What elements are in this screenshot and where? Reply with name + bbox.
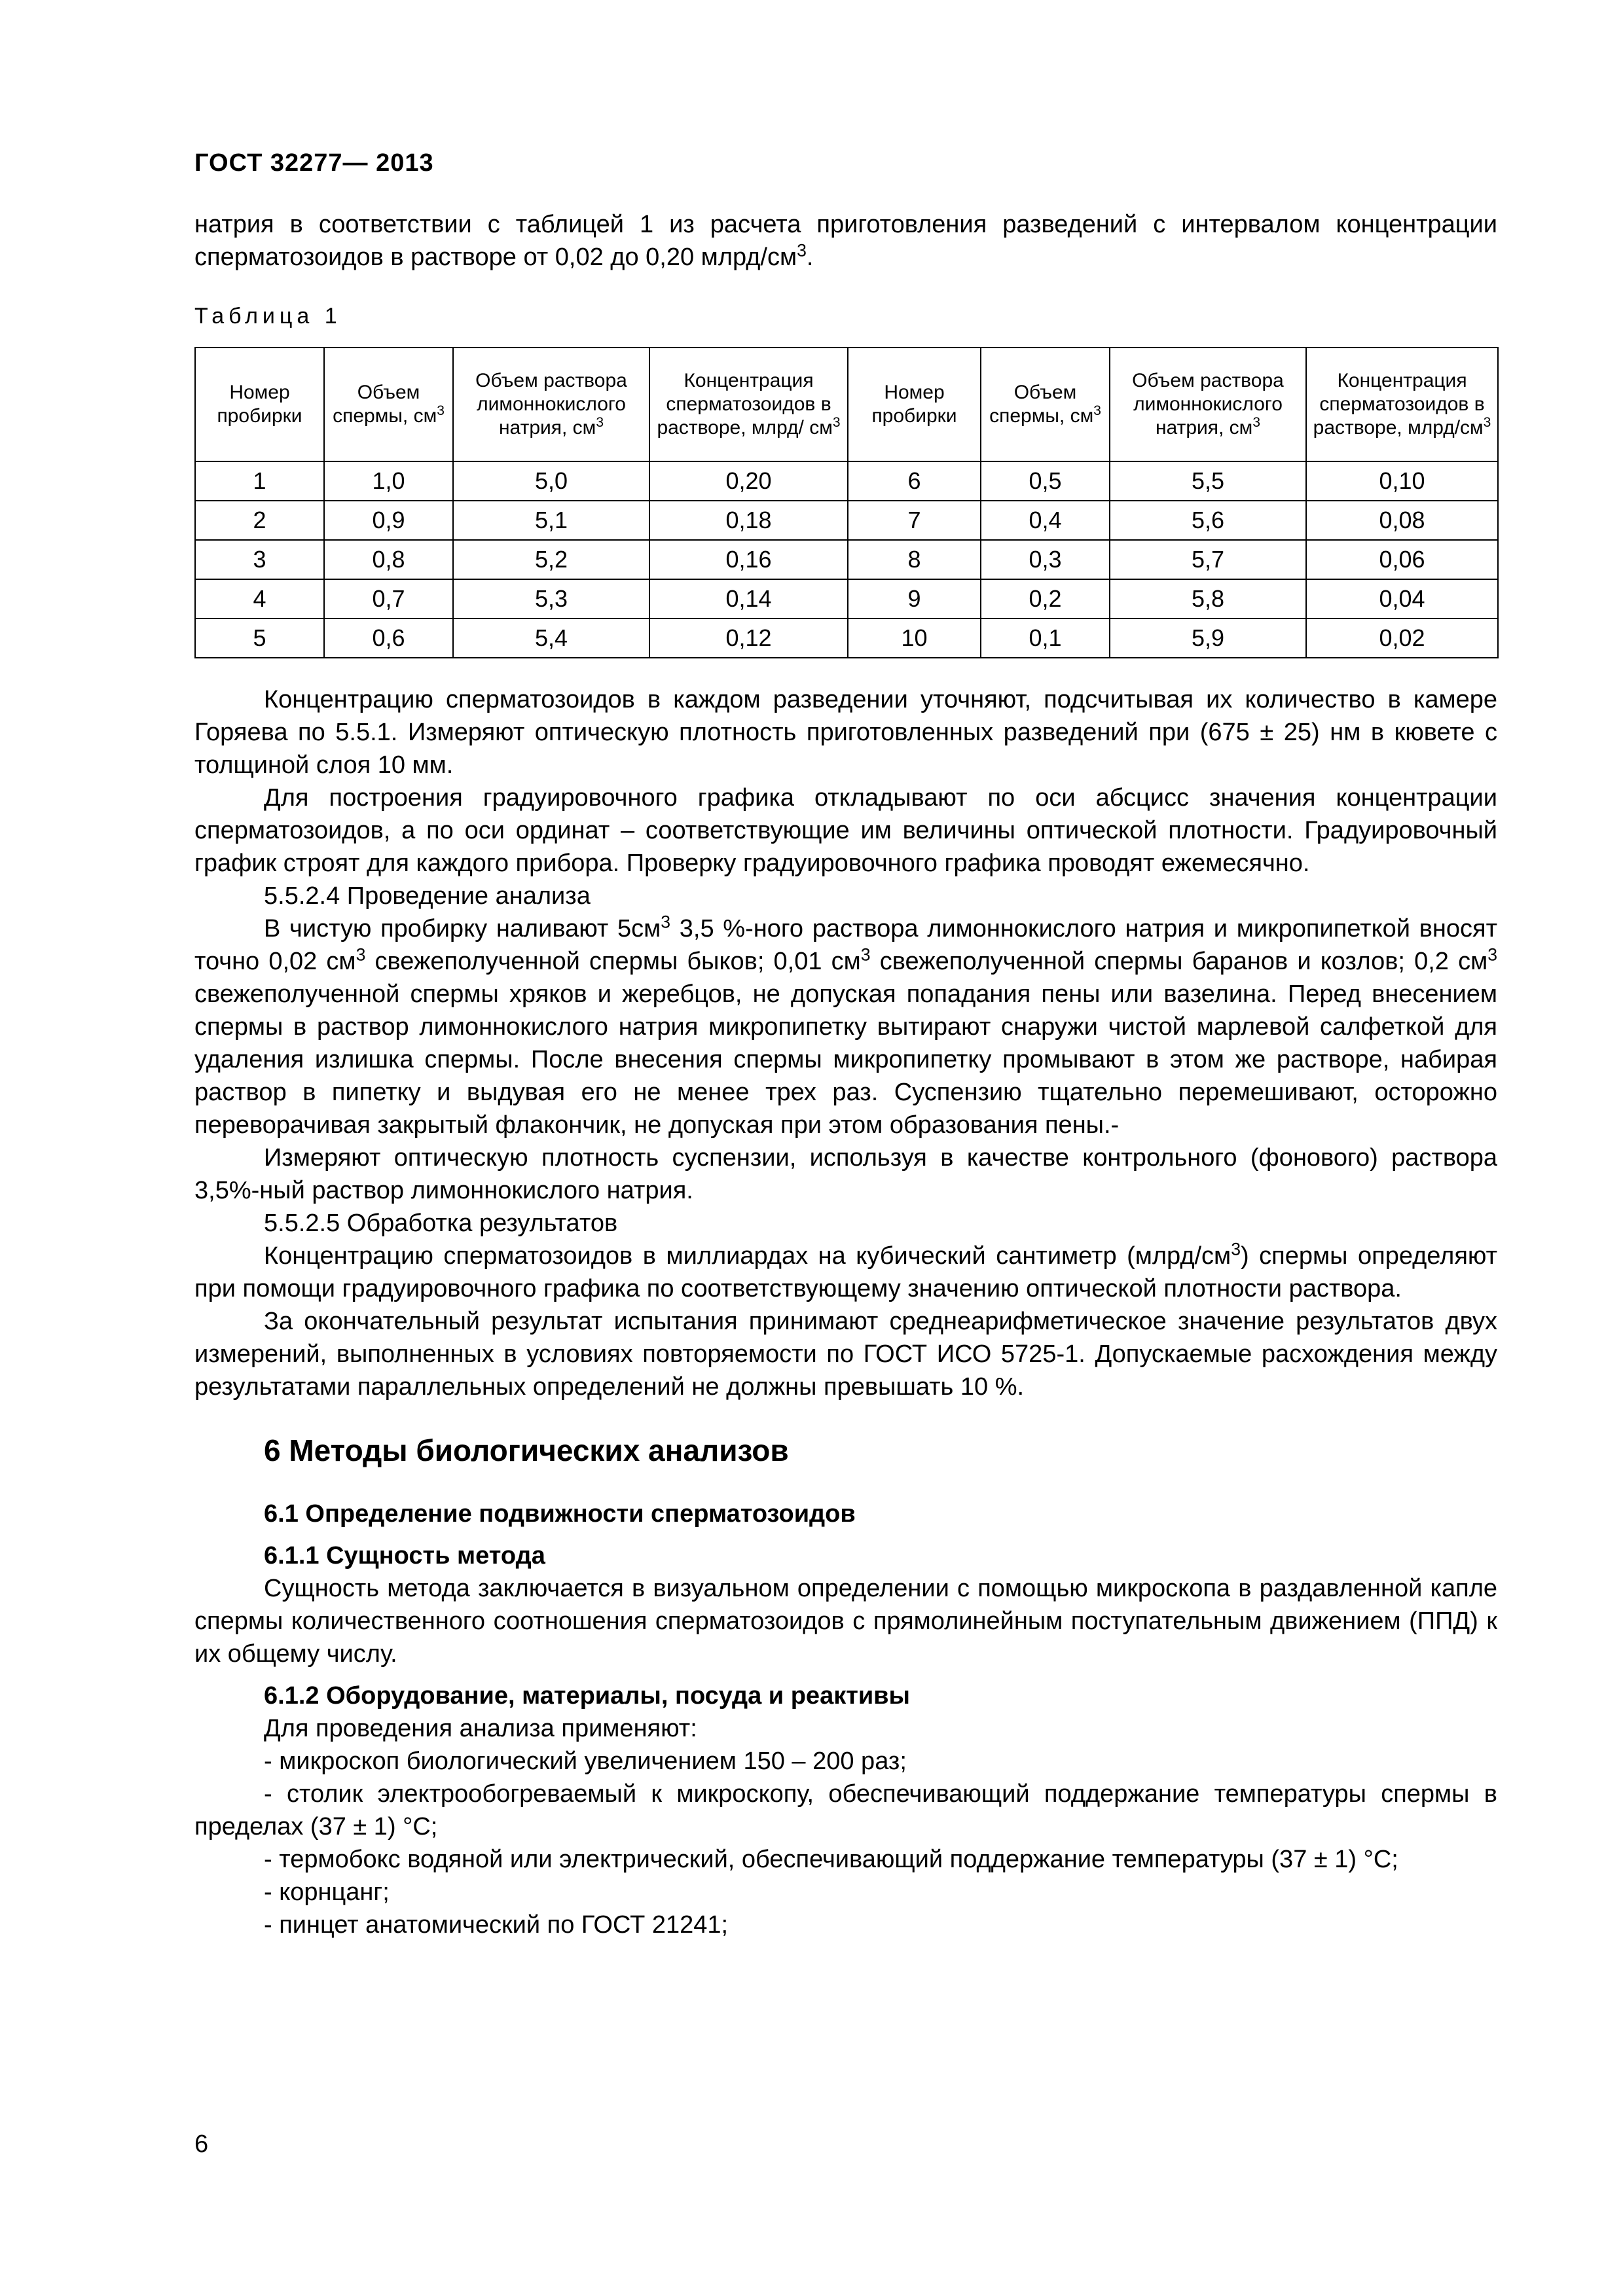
text-run: Объем спермы, см	[989, 382, 1094, 427]
text-run: - микроскоп биологический увеличением 150 – 200 раз;	[264, 1748, 907, 1775]
data-table	[194, 347, 1499, 658]
table-header-row	[195, 348, 1498, 461]
page-content	[194, 208, 1497, 1941]
table-cell: 5,6	[1110, 501, 1306, 540]
superscript: 3	[1487, 944, 1497, 965]
text-run: - термобокс водяной или электрический, обеспечивающий поддержание температуры (37 ± 1) °С;	[264, 1846, 1398, 1873]
table-header-cell	[453, 348, 649, 461]
table-header-cell	[1306, 348, 1498, 461]
page-number: 6	[194, 2130, 209, 2158]
table-cell: 0,10	[1306, 461, 1498, 501]
table-cell: 5,1	[453, 501, 649, 540]
table-cell: 0,7	[324, 579, 453, 619]
document-header: ГОСТ 32277— 2013	[194, 149, 434, 177]
text-run: Для построения градуировочного графика откладывают по оси абсцисс значения концентрации сперматозоидов, а по оси ординат – соответствующие им величины оптической плотности. Градуировочный график строят для каждого прибора. Проверку градуировочного графика проводят ежемесячно.	[194, 784, 1497, 877]
table-cell: 0,02	[1306, 619, 1498, 658]
text-run: Для проведения анализа применяют:	[264, 1715, 697, 1742]
text-run: Номер пробирки	[871, 382, 957, 427]
paragraph	[194, 1778, 1497, 1843]
table-cell: 0,16	[649, 540, 848, 579]
table-cell: 0,2	[981, 579, 1110, 619]
table-cell: 5,3	[453, 579, 649, 619]
superscript: 3	[832, 415, 841, 430]
text-run: 5.5.2.4 Проведение анализа	[264, 882, 591, 910]
table-cell: 0,14	[649, 579, 848, 619]
table-cell: 0,9	[324, 501, 453, 540]
paragraph	[194, 1876, 1497, 1909]
text-run: Концентрацию сперматозоидов в миллиардах на кубический сантиметр (млрд/см	[264, 1242, 1231, 1270]
section-heading	[264, 1431, 1497, 1470]
table-caption: Таблица 1	[194, 304, 342, 329]
table-cell: 10	[848, 619, 981, 658]
text-run: свежеполученной спермы баранов и козлов; 0,2 см	[870, 948, 1488, 975]
table-header-cell	[848, 348, 981, 461]
table-cell: 5,2	[453, 540, 649, 579]
table-cell: 0,1	[981, 619, 1110, 658]
text-run: - пинцет анатомический по ГОСТ 21241;	[264, 1911, 729, 1939]
table-row	[195, 501, 1498, 540]
paragraph	[194, 781, 1497, 880]
body-text	[194, 683, 1497, 1941]
table-header-cell	[1110, 348, 1306, 461]
text-run: свежеполученной спермы хряков и жеребцов, не допуская попадания пены или вазелина. Перед внесением спермы в раствор лимоннокислого натрия микропипетку вытирают снаружи чистой марлевой салфеткой для удаления излишка спермы. После внесения спермы микропипетку промывают в этом же растворе, набирая раствор в пипетку и выдувая его не менее трех раз. Суспензию тщательно перемешивают, осторожно переворачивая закрытый флакончик, не допуская при этом образования пены.-	[194, 980, 1497, 1139]
table-cell: 2	[195, 501, 324, 540]
superscript: 3	[596, 415, 604, 430]
table-cell: 5,7	[1110, 540, 1306, 579]
text-run: Измеряют оптическую плотность суспензии, используя в качестве контрольного (фонового) раствора 3,5%-ный раствор лимоннокислого натрия.	[194, 1144, 1497, 1204]
table-cell: 5,4	[453, 619, 649, 658]
table-cell: 9	[848, 579, 981, 619]
superscript: 3	[1093, 403, 1101, 418]
table-header-cell	[195, 348, 324, 461]
superscript: 3	[356, 944, 366, 965]
table-cell: 7	[848, 501, 981, 540]
text-run: 6 Методы биологических анализов	[264, 1433, 789, 1467]
table-header-cell	[324, 348, 453, 461]
table-header-cell	[981, 348, 1110, 461]
text-run: Концентрация сперматозоидов в растворе, млрд/ см	[657, 370, 833, 439]
text-run: В чистую пробирку наливают 5см	[264, 915, 661, 942]
table-cell: 8	[848, 540, 981, 579]
intro-paragraph	[194, 208, 1497, 274]
table-cell: 6	[848, 461, 981, 501]
text-run: Номер пробирки	[217, 382, 302, 427]
superscript: 3	[797, 240, 807, 260]
text-run: 6.1 Определение подвижности сперматозоидов	[264, 1500, 856, 1528]
text-run: Концентрацию сперматозоидов в каждом разведении уточняют, подсчитывая их количество в камере Горяева по 5.5.1. Измеряют оптическую плотность приготовленных разведений при (675 ± 25) нм в кювете с толщиной слоя 10 мм.	[194, 686, 1497, 779]
superscript: 3	[437, 403, 445, 418]
table-cell: 5,5	[1110, 461, 1306, 501]
text-run: - корнцанг;	[264, 1878, 390, 1906]
table-cell: 1	[195, 461, 324, 501]
superscript: 3	[1483, 415, 1491, 430]
table-row	[195, 579, 1498, 619]
table-cell: 0,20	[649, 461, 848, 501]
table-row	[195, 619, 1498, 658]
table-cell: 0,18	[649, 501, 848, 540]
table-cell: 0,08	[1306, 501, 1498, 540]
text-run: натрия в соответствии с таблицей 1 из расчета приготовления разведений с интервалом концентрации сперматозоидов в растворе от 0,02 до 0,20 млрд/см	[194, 211, 1497, 271]
table-cell: 4	[195, 579, 324, 619]
table-cell: 5,9	[1110, 619, 1306, 658]
table-cell: 0,6	[324, 619, 453, 658]
table-cell: 0,8	[324, 540, 453, 579]
text-run: 6.1.2 Оборудование, материалы, посуда и реактивы	[264, 1682, 910, 1710]
text-run: Объем раствора лимоннокислого натрия, см	[1132, 370, 1284, 439]
paragraph	[194, 1909, 1497, 1941]
paragraph	[194, 1305, 1497, 1403]
table-cell: 5,8	[1110, 579, 1306, 619]
paragraph	[194, 1240, 1497, 1305]
table-cell: 0,3	[981, 540, 1110, 579]
table-cell: 3	[195, 540, 324, 579]
table-row	[195, 461, 1498, 501]
superscript: 3	[1231, 1239, 1241, 1259]
subsection-heading	[264, 1679, 1497, 1712]
text-run: 6.1.1 Сущность метода	[264, 1542, 545, 1570]
paragraph	[194, 880, 1497, 912]
paragraph	[194, 1712, 1497, 1745]
table-cell: 1,0	[324, 461, 453, 501]
text-run: За окончательный результат испытания принимают среднеарифметическое значение результатов двух измерений, выполненных в условиях повторяемости по ГОСТ ИСО 5725-1. Допускаемые расхождения между результатами параллельных определений не должны превышать 10 %.	[194, 1308, 1497, 1401]
text-run: Сущность метода заключается в визуальном определении с помощью микроскопа в раздавленной капле спермы количественного соотношения сперматозоидов с прямолинейным поступательным движением (ППД) к их общему числу.	[194, 1575, 1497, 1668]
text-run: 3,5 %-ного раствора лимоннокислого натрия и микропипеткой вносят точно 0,02 см	[194, 915, 1497, 975]
paragraph	[194, 1843, 1497, 1876]
subsection-heading	[264, 1539, 1497, 1572]
table-cell: 5	[195, 619, 324, 658]
text-run: .	[806, 243, 814, 271]
text-run: Объем раствора лимоннокислого натрия, см	[475, 370, 627, 439]
text-run: свежеполученной спермы быков; 0,01 см	[365, 948, 861, 975]
paragraph	[194, 1572, 1497, 1670]
table-cell: 5,0	[453, 461, 649, 501]
subsection-heading	[264, 1498, 1497, 1530]
table-cell: 0,4	[981, 501, 1110, 540]
table-body	[195, 461, 1498, 658]
paragraph	[194, 912, 1497, 1141]
paragraph	[194, 1141, 1497, 1207]
table-cell: 0,06	[1306, 540, 1498, 579]
paragraph	[194, 683, 1497, 781]
paragraph	[194, 1745, 1497, 1778]
text-run: ) спермы определяют при помощи градуировочного графика по соответствующему значению оптической плотности раствора.	[194, 1242, 1497, 1302]
table-cell: 0,12	[649, 619, 848, 658]
superscript: 3	[1252, 415, 1260, 430]
table-cell: 0,04	[1306, 579, 1498, 619]
table-row	[195, 540, 1498, 579]
superscript: 3	[661, 912, 671, 932]
text-run: 5.5.2.5 Обработка результатов	[264, 1210, 618, 1237]
paragraph	[194, 1207, 1497, 1240]
table-header-cell	[649, 348, 848, 461]
text-run: Объем спермы, см	[333, 382, 437, 427]
text-run: - столик электрообогреваемый к микроскопу, обеспечивающий поддержание температуры спермы в пределах (37 ± 1) °С;	[194, 1780, 1497, 1840]
text-run: Концентрация сперматозоидов в растворе, млрд/см	[1313, 370, 1485, 439]
superscript: 3	[860, 944, 871, 965]
table-cell: 0,5	[981, 461, 1110, 501]
